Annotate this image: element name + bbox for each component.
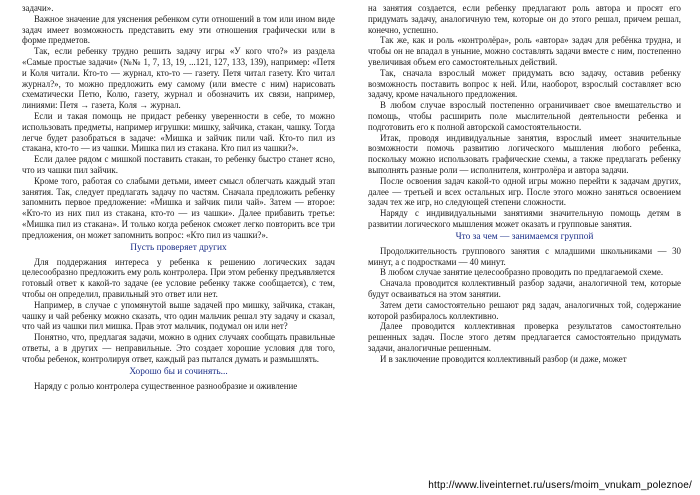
left-column: [22, 3, 335, 391]
paragraph: Если и такая помощь не придаст ребенку уверенности в себе, то можно использовать предметы, например игрушки: мишку, зайчика, стакан, чашку. Тогда легче будет разобраться в задаче: «Мишка и зайчик пили чай. Кто-то пил из стакана, кто-то — из чашки. Мишка пил из стакана. Кто пил из чашки?».: [22, 110, 335, 154]
paragraph: Далее проводится коллективная проверка результатов самостоятельно решенных задач. После этого детям предлагается самостоятельно придумать задачи, аналогичные решенным.: [368, 321, 681, 353]
paragraph: Наряду с индивидуальными занятиями значительную помощь детям в развитии логического мышления может оказать и групповые занятия.: [368, 208, 681, 229]
paragraph: Так же, как и роль «контролёра», роль «автора» задач для ребёнка трудна, и чтобы он не впадал в уныние, можно составлять задачи вместе с ним, постепенно увеличивая объем его самостоятельных действий.: [368, 35, 681, 67]
paragraph: После освоения задач какой-то одной игры можно перейти к задачам других, далее — третьей и всех остальных игр. После этого можно заняться освоением задач тех же игр, но следующей степени сложности.: [368, 175, 681, 208]
paragraph: Наряду с ролью контролера существенное разнообразие и оживление: [34, 380, 298, 391]
paragraph: Для поддержания интереса у ребенка к решению логических задач целесообразно предложить ему роль контролера. При этом ребенку предъявляется готовый ответ к какой-то задаче (ее условие ребенку также сообщается), с тем, чтобы он определил, правильный это ответ или нет.: [22, 256, 335, 299]
paragraph: В любом случае взрослый постепенно ограничивает свое вмешательство и помощь, чтобы расширить поле мыслительной деятельности ребенка и подготовить его к полной авторской самостоятельности.: [368, 100, 681, 132]
source-url-watermark: http://www.liveinternet.ru/users/moim_vnukam_poleznoe/: [428, 480, 692, 492]
paragraph: Затем дети самостоятельно решают ряд задач, аналогичных той, содержание которой разбиралось коллективно.: [368, 299, 681, 321]
paragraph: И в заключение проводится коллективный разбор (и даже, может: [380, 353, 627, 364]
section-heading: Что за чем — занимаемся группой: [455, 231, 594, 242]
paragraph: Кроме того, работая со слабыми детьми, имеет смысл облегчать каждый этап занятия. Так, следует предлагать задачу по частям. Сначала предложить ребенку запомнить первое предложение: «Мишка и зайчик пили чай». Затем — второе: «Кто-то из них пил из стакана, кто-то — из чашки». Далее прибавить третье: «Мишка пил из стакана». И только когда ребенок сможет легко повторить все три предложения, он может запомнить вопрос: «Кто пил из чашки?».: [22, 175, 335, 240]
paragraph: Итак, проводя индивидуальные занятия, взрослый имеет значительные возможности помочь развитию логического мышления любого ребенка, поскольку можно использовать графические схемы, а также предлагать ребенку выполнять разные роли — исполнителя, контролёра и автора задачи.: [368, 132, 681, 175]
paragraph: Так, если ребенку трудно решить задачу игры «У кого что?» из раздела «Самые простые задачи» (№№ 1, 7, 13, 19, ...121, 127, 133, 139), например: «Петя и Коля читали. Кто-то — журнал, кто-то — газету. Петя читал газету. Кто читал журнал?», то можно предложить ему самому (или вместе с ним) нарисовать схематически Петю, Колю, газету, журнал и обозначить их связи, например, линиями: Петя → газета, Коля → журнал.: [22, 46, 335, 111]
paragraph: на занятия создается, если ребенку предлагают роль автора и просят его придумать задачу, аналогичную тем, которые он до этого решал, причем решал, конечно, успешно.: [368, 3, 681, 35]
paragraph: Продолжительность группового занятия с младшими школьниками — 30 минут, а с подростками — 40 минут.: [368, 245, 681, 267]
paragraph: Понятно, что, предлагая задачи, можно в одних случаях сообщать правильные ответы, а в других — неправильные. Это создает хорошие условия для того, чтобы ребенок, контролируя ответ, каждый раз пытался думать и размышлять.: [22, 332, 335, 364]
section-heading: Пусть проверяет других: [130, 242, 227, 253]
paragraph: задачи».: [22, 3, 54, 13]
paragraph: Сначала проводится коллективный разбор задачи, аналогичной тем, которые будут осваиваться на этом занятии.: [368, 278, 681, 299]
paragraph: В любом случае занятие целесообразно проводить по предлагаемой схеме.: [380, 267, 664, 278]
right-column: [368, 3, 681, 365]
paragraph: Важное значение для уяснения ребенком сути отношений в том или ином виде задач имеет возможность представить ему эти отношения графически или в форме предметов.: [22, 13, 335, 46]
paragraph: Например, в случае с упомянутой выше задачей про мишку, зайчика, стакан, чашку и чай ребенку можно сказать, что один мальчик решал эту задачу и сказал, что чай из чашки пил мишка. Прав этот мальчик, подумал он или нет?: [22, 299, 335, 332]
section-heading: Хорошо бы и сочинять...: [129, 366, 228, 377]
paragraph: Так, сначала взрослый может придумать всю задачу, оставив ребенку возможность поставить вопрос к ней. Или, наоборот, взрослый составляет всю задачу, кроме начального предложения.: [368, 67, 681, 100]
paragraph: Если далее рядом с мишкой поставить стакан, то ребенку быстро станет ясно, что из чашки пил зайчик.: [22, 154, 335, 175]
